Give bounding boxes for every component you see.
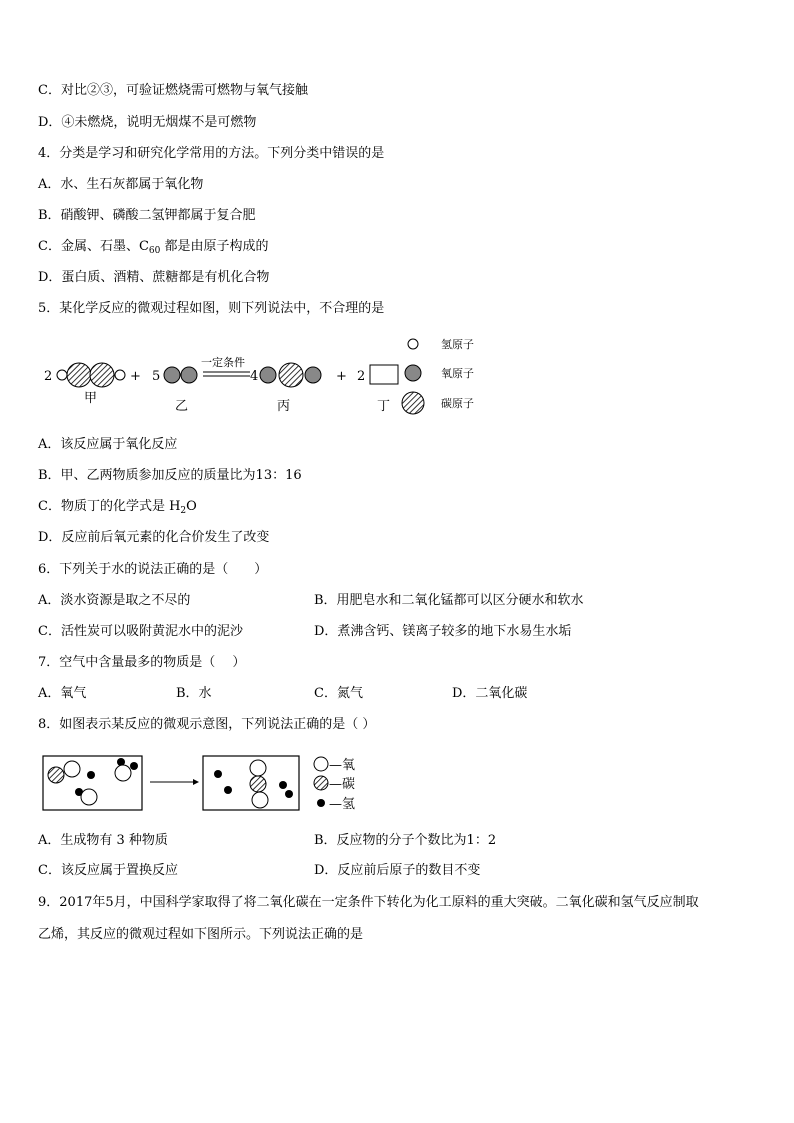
option-5a: A．该反应属于氧化反应 [38, 437, 178, 452]
unknown-product-box [370, 365, 398, 384]
legend-hydrogen-icon [408, 339, 418, 349]
label-bing: 丙 [277, 399, 291, 414]
hydrogen-atom [279, 781, 287, 789]
option-4a: A．水、生石灰都属于氧化物 [38, 177, 204, 192]
label-ding: 丁 [377, 399, 391, 414]
hydrogen-atom [285, 790, 293, 798]
legend-hydrogen-label: —氢 [329, 797, 356, 812]
hydrogen-atom [115, 370, 125, 380]
oxygen-atom [81, 789, 97, 805]
question-6-stem: 6．下列关于水的说法正确的是（ ） [38, 562, 268, 577]
option-3c: C．对比②③，可验证燃烧需可燃物与氧气接触 [38, 83, 308, 98]
label-yi: 乙 [175, 399, 189, 414]
hydrogen-atom [130, 762, 138, 770]
oxygen-atom [252, 792, 268, 808]
option-7b: B．水 [176, 686, 212, 701]
option-6d: D．煮沸含钙、镁离子较多的地下水易生水垢 [314, 624, 572, 639]
hydrogen-atom [214, 770, 222, 778]
option-5c-text-2: O [186, 499, 197, 514]
carbon-atom [279, 363, 303, 387]
option-4d: D．蛋白质、酒精、蔗糖都是有机化合物 [38, 270, 270, 285]
option-4c-text-1: C．金属、石墨、C [38, 239, 149, 254]
option-3d: D．④未燃烧，说明无烟煤不是可燃物 [38, 115, 257, 130]
oxygen-atom [181, 367, 197, 383]
question-9-stem-line-1: 9．2017年5月，中国科学家取得了将二氧化碳在一定条件下转化为化工原料的重大突破。二氧化碳和氢气反应制取 [38, 895, 699, 910]
option-7c: C．氮气 [314, 686, 363, 701]
legend-carbon-label: 碳原子 [441, 397, 474, 410]
coef-yi: 5 [152, 369, 161, 384]
oxygen-atom [115, 765, 131, 781]
option-5c-text-1: C．物质丁的化学式是 H [38, 499, 181, 514]
h2o-subscript: 2 [180, 506, 187, 516]
option-6b: B．用肥皂水和二氧化锰都可以区分硬水和软水 [314, 593, 584, 608]
hydrogen-atom [87, 771, 95, 779]
hydrogen-atom [57, 370, 67, 380]
legend-hydrogen-icon [317, 799, 325, 807]
option-8a: A．生成物有 3 种物质 [38, 833, 168, 848]
legend-oxygen-label: —氧 [329, 758, 356, 773]
legend-carbon-label: —碳 [329, 777, 356, 792]
coef-ding: 2 [357, 369, 366, 384]
c60-subscript: 60 [148, 246, 161, 256]
oxygen-atom [260, 367, 276, 383]
carbon-atom [48, 767, 64, 783]
hydrogen-atom [224, 786, 232, 794]
oxygen-atom [164, 367, 180, 383]
label-jia: 甲 [84, 391, 98, 406]
option-6c: C．活性炭可以吸附黄泥水中的泥沙 [38, 624, 243, 639]
question-4-stem: 4．分类是学习和研究化学常用的方法。下列分类中错误的是 [38, 146, 385, 161]
legend-oxygen-icon [314, 757, 328, 771]
option-4b: B．硝酸钾、磷酸二氢钾都属于复合肥 [38, 208, 256, 223]
carbon-atom [90, 363, 114, 387]
legend-carbon-icon [402, 392, 424, 414]
option-5d: D．反应前后氧元素的化合价发生了改变 [38, 530, 270, 545]
reaction-condition: 一定条件 [201, 356, 245, 369]
legend-hydrogen-label: 氢原子 [441, 338, 474, 351]
option-7a: A．氧气 [38, 686, 87, 701]
question-7-stem: 7．空气中含量最多的物质是（ ） [38, 655, 246, 670]
option-4c-text-2: 都是由原子构成的 [160, 239, 269, 254]
oxygen-atom [305, 367, 321, 383]
oxygen-atom [250, 760, 266, 776]
carbon-atom [250, 776, 266, 792]
option-7d: D．二氧化碳 [452, 686, 528, 701]
plus-sign: + [130, 369, 141, 384]
arrow-head-icon [193, 779, 199, 785]
coef-bing: 4 [250, 369, 259, 384]
legend-carbon-icon [314, 776, 328, 790]
reaction-diagram-8 [0, 748, 420, 818]
legend-oxygen-icon [405, 365, 421, 381]
question-8-stem: 8．如图表示某反应的微观示意图，下列说法正确的是（ ） [38, 717, 376, 732]
question-9-stem-line-2: 乙烯，其反应的微观过程如下图所示。下列说法正确的是 [38, 927, 364, 942]
carbon-atom [67, 363, 91, 387]
legend-oxygen-label: 氧原子 [441, 367, 474, 380]
plus-sign: + [336, 369, 347, 384]
question-5-stem: 5．某化学反应的微观过程如图，则下列说法中，不合理的是 [38, 301, 385, 316]
coef-jia: 2 [44, 369, 53, 384]
option-6a: A．淡水资源是取之不尽的 [38, 593, 191, 608]
reaction-diagram-5 [0, 330, 520, 420]
option-4c [38, 238, 269, 260]
option-5b: B．甲、乙两物质参加反应的质量比为13：16 [38, 468, 302, 483]
option-8d: D．反应前后原子的数目不变 [314, 863, 481, 878]
option-8c: C．该反应属于置换反应 [38, 863, 178, 878]
option-8b: B．反应物的分子个数比为1：2 [314, 833, 497, 848]
oxygen-atom [64, 761, 80, 777]
option-5c [38, 498, 197, 520]
